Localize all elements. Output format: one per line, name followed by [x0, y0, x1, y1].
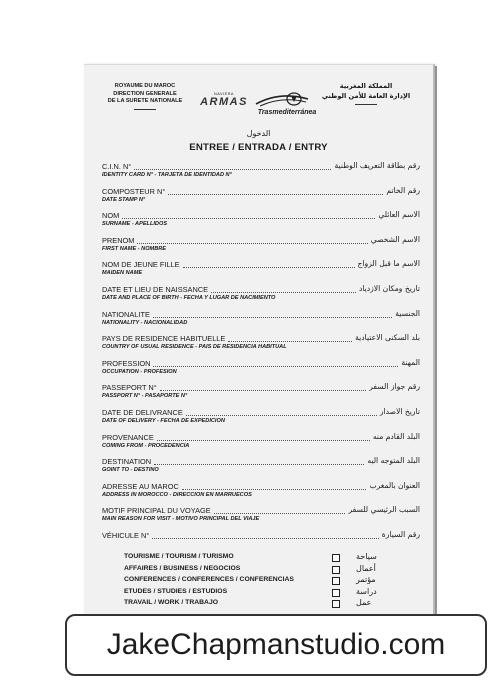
visit-reason-option[interactable] [124, 553, 404, 564]
field-label: COMPOSTEUR N° [102, 186, 166, 196]
field-row[interactable] [102, 408, 420, 432]
field-label-arabic: تاريخ ومكان الازدياد [358, 284, 420, 293]
field-fill-line[interactable] [168, 194, 383, 195]
field-label: NOM DE JEUNE FILLE [102, 260, 180, 270]
field-sublabel: NATIONALITY - NACIONALIDAD [102, 319, 188, 326]
field-label: DATE ET LIEU DE NAISSANCE [102, 285, 209, 294]
option-label: AFFAIRES / BUSINESS / NEGOCIOS [124, 564, 241, 572]
option-label: ETUDES / STUDIES / ESTUDIOS [124, 587, 228, 595]
field-sublabel: COUNTRY OF USUAL RESIDENCE - PAIS DE RESIDENCIA HABITUAL [102, 344, 287, 351]
field-sublabel: MAIDEN NAME [102, 270, 143, 277]
field-label-arabic: الاسم الشخصي [370, 234, 420, 244]
field-label-arabic: العنوان بالمغرب [369, 480, 420, 490]
field-label: PROFESSION [102, 358, 151, 368]
option-label: CONFERENCES / CONFERENCES / CONFERENCIAS [124, 576, 294, 584]
form-title: ENTREE / ENTRADA / ENTRY [189, 142, 328, 153]
option-checkbox[interactable] [332, 554, 340, 562]
header-left-line: DE LA SURETE NATIONALE [107, 98, 183, 105]
field-label: PAYS DE RESIDENCE HABITUELLE [102, 334, 226, 344]
field-label-arabic: بلد السكنى الاعتيادية [355, 333, 420, 343]
field-row[interactable] [102, 383, 420, 407]
option-label: TOURISME / TOURISM / TURISMO [124, 553, 234, 560]
field-fill-line[interactable] [153, 317, 392, 318]
field-row[interactable] [102, 187, 420, 211]
field-row[interactable] [102, 162, 420, 186]
field-fill-line[interactable] [154, 464, 364, 465]
field-fill-line[interactable] [134, 169, 331, 170]
field-sublabel: ADDRESS IN MOROCCO - DIRECCION EN MARRUECOS [102, 491, 252, 498]
field-label: PASSEPORT N° [102, 383, 157, 393]
field-fill-line[interactable] [182, 489, 366, 490]
header-left-line: DIRECTION GENERALE [113, 90, 177, 97]
field-sublabel: COMING FROM - PROCEDENCIA [102, 442, 190, 449]
visit-reason-option[interactable] [124, 565, 404, 576]
field-label-arabic: الجنسية [395, 308, 420, 318]
header-right-underline [355, 104, 377, 105]
field-fill-line[interactable] [211, 292, 356, 293]
field-fill-line[interactable] [186, 415, 377, 416]
field-row[interactable] [102, 506, 420, 530]
visit-reason-option[interactable] [124, 588, 404, 599]
header-right-line: الإدارة العامة للأمن الوطني [321, 91, 411, 100]
entry-form-card [84, 64, 435, 615]
field-label-arabic: تاريخ الاصدار [379, 407, 420, 416]
field-sublabel: DATE STAMP N° [102, 196, 146, 203]
field-row[interactable] [102, 334, 420, 358]
header-right-block [321, 82, 411, 105]
field-row[interactable] [102, 236, 420, 260]
field-sublabel: DATE AND PLACE OF BIRTH - FECHA Y LUGAR DE NACIMIENTO [102, 295, 276, 301]
field-label: NOM [102, 211, 120, 221]
field-label: PRENOM [102, 235, 135, 245]
option-label-arabic: عمل [356, 598, 372, 608]
field-label: VÉHICULE N° [102, 531, 150, 540]
field-label-arabic: الاسم ما قبل الزواج [357, 259, 420, 269]
option-checkbox[interactable] [332, 566, 340, 574]
header-right-line: المملكة المغربية [339, 82, 393, 90]
option-label: TRAVAIL / WORK / TRABAJO [124, 599, 219, 607]
trasmediterranea-emblem-icon [250, 89, 324, 111]
field-row[interactable] [102, 260, 420, 284]
field-sublabel: SURNAME - APELLIDOS [102, 221, 168, 228]
option-label-arabic: مؤتمر [356, 575, 376, 585]
trasmediterranea-logo-text: Trasmediterránea [257, 109, 317, 116]
field-row[interactable] [102, 433, 420, 457]
field-fill-line[interactable] [228, 341, 352, 342]
field-row[interactable] [102, 457, 420, 481]
field-sublabel: MAIN REASON FOR VISIT - MOTIVO PRINCIPAL DEL VIAJE [102, 516, 260, 523]
option-checkbox[interactable] [332, 600, 340, 608]
field-label-arabic: البلد القادم منه [372, 431, 420, 441]
field-label: C.I.N. N° [102, 162, 132, 171]
field-fill-line[interactable] [157, 440, 370, 441]
field-fill-line[interactable] [160, 390, 366, 391]
field-label-arabic: السبب الرئيسي للسفر [348, 505, 420, 515]
field-fill-line[interactable] [214, 513, 345, 514]
visit-reason-option[interactable] [124, 599, 404, 610]
header-left-block [102, 83, 188, 110]
armas-logo-small: NAVIERA [214, 92, 234, 96]
option-checkbox[interactable] [332, 577, 340, 585]
field-label-arabic: رقم بطاقة التعريف الوطنية [334, 161, 420, 170]
field-label-arabic: المهنة [401, 357, 420, 367]
field-fill-line[interactable] [152, 538, 379, 539]
field-label-arabic: البلد المتوجه اليه [367, 456, 420, 466]
watermark-banner: JakeChapmanstudio.com [65, 614, 487, 676]
field-row[interactable] [102, 211, 420, 235]
field-row[interactable] [102, 285, 420, 309]
field-label: DESTINATION [102, 457, 152, 467]
option-checkbox[interactable] [332, 589, 340, 597]
field-label: DATE DE DELIVRANCE [102, 408, 183, 417]
header-left-line: ROYAUME DU MAROC [114, 83, 176, 89]
field-fill-line[interactable] [153, 366, 398, 367]
field-label: MOTIF PRINCIPAL DU VOYAGE [102, 506, 211, 516]
option-label-arabic: أعمال [356, 563, 376, 573]
field-label-arabic: الاسم العائلي [378, 210, 420, 220]
field-fill-line[interactable] [137, 243, 368, 244]
option-label-arabic: دراسة [356, 586, 377, 596]
field-row[interactable] [102, 310, 420, 334]
field-label: ADRESSE AU MAROC [102, 481, 179, 491]
visit-reason-option[interactable] [124, 576, 404, 587]
field-sublabel: IDENTITY CARD N° - TARJETA DE IDENTIDAD N° [102, 172, 232, 178]
header-left-underline [134, 109, 156, 110]
field-sublabel: PASSPORT N° - PASAPORTE N° [102, 393, 188, 400]
field-sublabel: OCCUPATION - PROFESION [102, 368, 177, 375]
field-fill-line[interactable] [122, 218, 375, 219]
field-row[interactable] [102, 359, 420, 383]
field-fill-line[interactable] [183, 267, 355, 268]
field-label-arabic: رقم السيارة [381, 530, 420, 539]
option-label-arabic: سياحة [356, 552, 377, 561]
armas-logo [194, 92, 254, 108]
field-sublabel: FIRST NAME - NOMBRE [102, 245, 167, 252]
field-row[interactable] [102, 482, 420, 506]
field-label-arabic: رقم الخاتم [386, 185, 420, 195]
field-sublabel: GOINT TO - DESTINO [102, 467, 159, 474]
field-label-arabic: رقم جواز السفر [369, 382, 420, 392]
field-label: NATIONALITE [102, 309, 150, 319]
field-label: PROVENANCE [102, 432, 154, 442]
form-title-arabic: الدخول [246, 129, 271, 138]
trasmediterranea-logo [250, 89, 324, 119]
field-sublabel: DATE OF DELIVERY - FECHA DE EXPEDICION [102, 418, 225, 424]
armas-logo-text: ARMAS [200, 96, 248, 108]
